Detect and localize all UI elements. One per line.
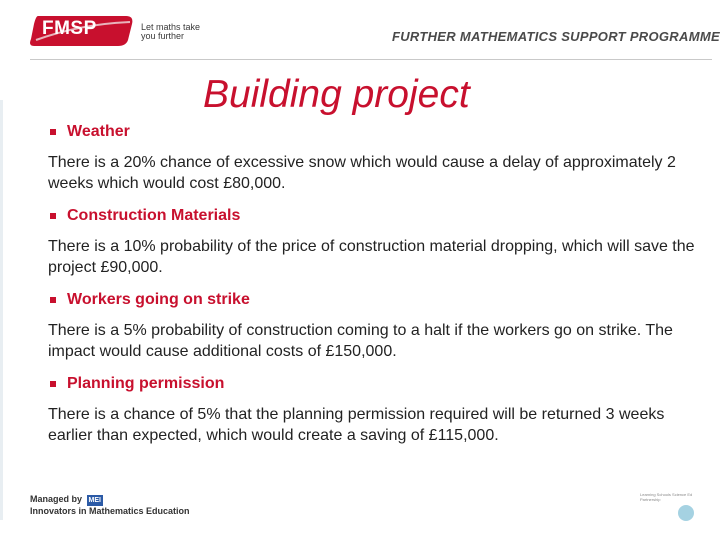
list-item [48,290,698,362]
slide-title: Building project [203,73,470,116]
list-item [48,122,698,194]
programme-title: FURTHER MATHEMATICS SUPPORT PROGRAMME [392,29,720,44]
mei-logo: MEI [88,497,101,504]
footer-managed-by [30,494,190,517]
item-heading-text: Weather [67,123,130,140]
partner-logos: Learning Schools Science Ed Partnership [640,492,693,502]
left-accent-bar [0,100,3,520]
bullet-icon [50,297,56,303]
bullet-icon [50,381,56,387]
item-text: There is a 10% probability of the price of construction material dropping, which will save the project £90,000. [48,238,695,276]
item-heading-text: Construction Materials [67,207,241,224]
bullet-icon [50,213,56,219]
logo-text: FMSP [42,18,97,39]
item-heading-text: Workers going on strike [67,291,250,308]
partner-logo-icon [678,505,694,521]
list-item [48,206,698,278]
item-heading [48,374,698,394]
list-item [48,374,698,446]
item-text: There is a chance of 5% that the planning permission required will be returned 3 weeks earlier than expected, which would create a saving of £115,000. [48,406,665,444]
org-name: Innovators in Mathematics Education [30,506,190,516]
item-heading [48,122,698,142]
bullet-icon [50,129,56,135]
managed-by-label: Managed by [30,494,83,504]
item-heading [48,206,698,226]
item-heading-text: Planning permission [67,375,225,392]
fmsp-logo [30,14,201,48]
logo-tagline: Let maths take you further [141,22,201,41]
header-divider [30,59,712,60]
item-heading [48,290,698,310]
item-text: There is a 5% probability of construction coming to a halt if the workers go on strike. The impact would cause additional costs of £150,000. [48,322,673,360]
slide-content [48,122,698,458]
header [0,0,720,62]
item-text: There is a 20% chance of excessive snow which would cause a delay of approximately 2 weeks which would cost £80,000. [48,154,676,192]
